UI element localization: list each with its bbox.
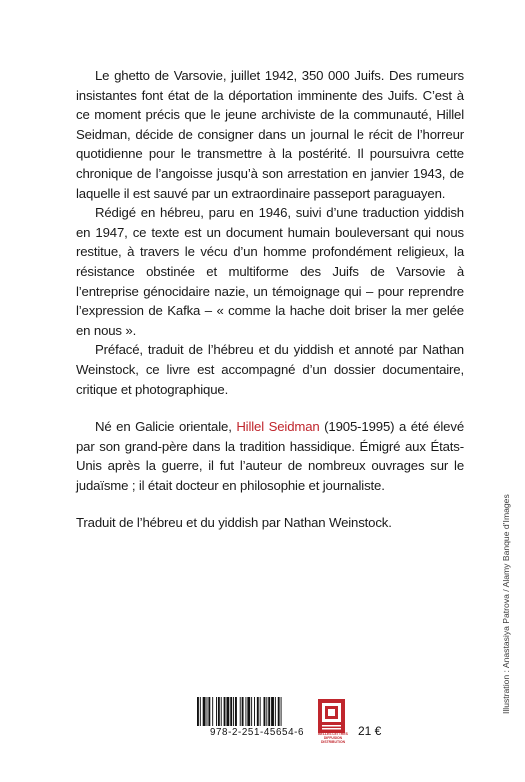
bio-rest: (1905-1995) a été élevé par son grand-père dans la tradition hassidique. Émigré aux États-Unis après la guerre, il fut l’auteur de nombreux ouvrages sur le judaïsme ; il était docteur en philosophie et journaliste. [76,419,464,493]
bio-intro: Né en Galicie orientale, [95,419,237,435]
publisher-logo-text [318,733,348,744]
summary-text [76,66,464,533]
author-bio [76,417,464,495]
barcode-icon [195,697,317,726]
publisher-logo-line-2: DIFFUSION [323,735,343,740]
author-name: Hillel Seidman [236,419,320,435]
price: 21 € [358,724,382,738]
publisher-logo-line-3: DISTRIBUTION [320,739,346,744]
publisher-logo-icon [318,699,345,733]
publisher-logo-line-1: BELLES LETTRES [318,732,348,736]
summary-paragraph-1: Le ghetto de Varsovie, juillet 1942, 350 000 Juifs. Des rumeurs insistantes font état de la déportation imminente des Juifs. C’est à ce moment précis que le jeune archiviste de la communauté, Hillel Seidman, décide de consigner dans un journal le récit de l’horreur quotidienne pour le transmettre à la postérité. Il poursuivra cette chronique de l’angoisse jusqu’à son arrestation en janvier 1943, de laquelle il est sauvé par un extraordinaire passeport paraguayen. [76,68,464,201]
illustration-credit: Illustration : Anastasiya Patrova / Alamy Banque d’Images [501,494,511,714]
summary-paragraph-3: Préfacé, traduit de l’hébreu et du yiddish et annoté par Nathan Weinstock, ce livre est accompagné d’un dossier documentaire, critique et photographique. [76,342,464,397]
translator-note: Traduit de l’hébreu et du yiddish par Nathan Weinstock. [76,515,392,531]
isbn-number: 978-2-251-45654-6 [209,727,305,738]
summary-paragraph-2: Rédigé en hébreu, paru en 1946, suivi d’une traduction yiddish en 1947, ce texte est un document humain bouleversant qui nous restitue, à travers le vécu d’un homme profondément religieux, la résistance obstinée et multiforme des Juifs de Varsovie à l’entreprise génocidaire nazie, un témoignage qui – pour reprendre l’expression de Kafka – « comme la hache doit briser la mer gelée en nous ». [76,205,464,338]
